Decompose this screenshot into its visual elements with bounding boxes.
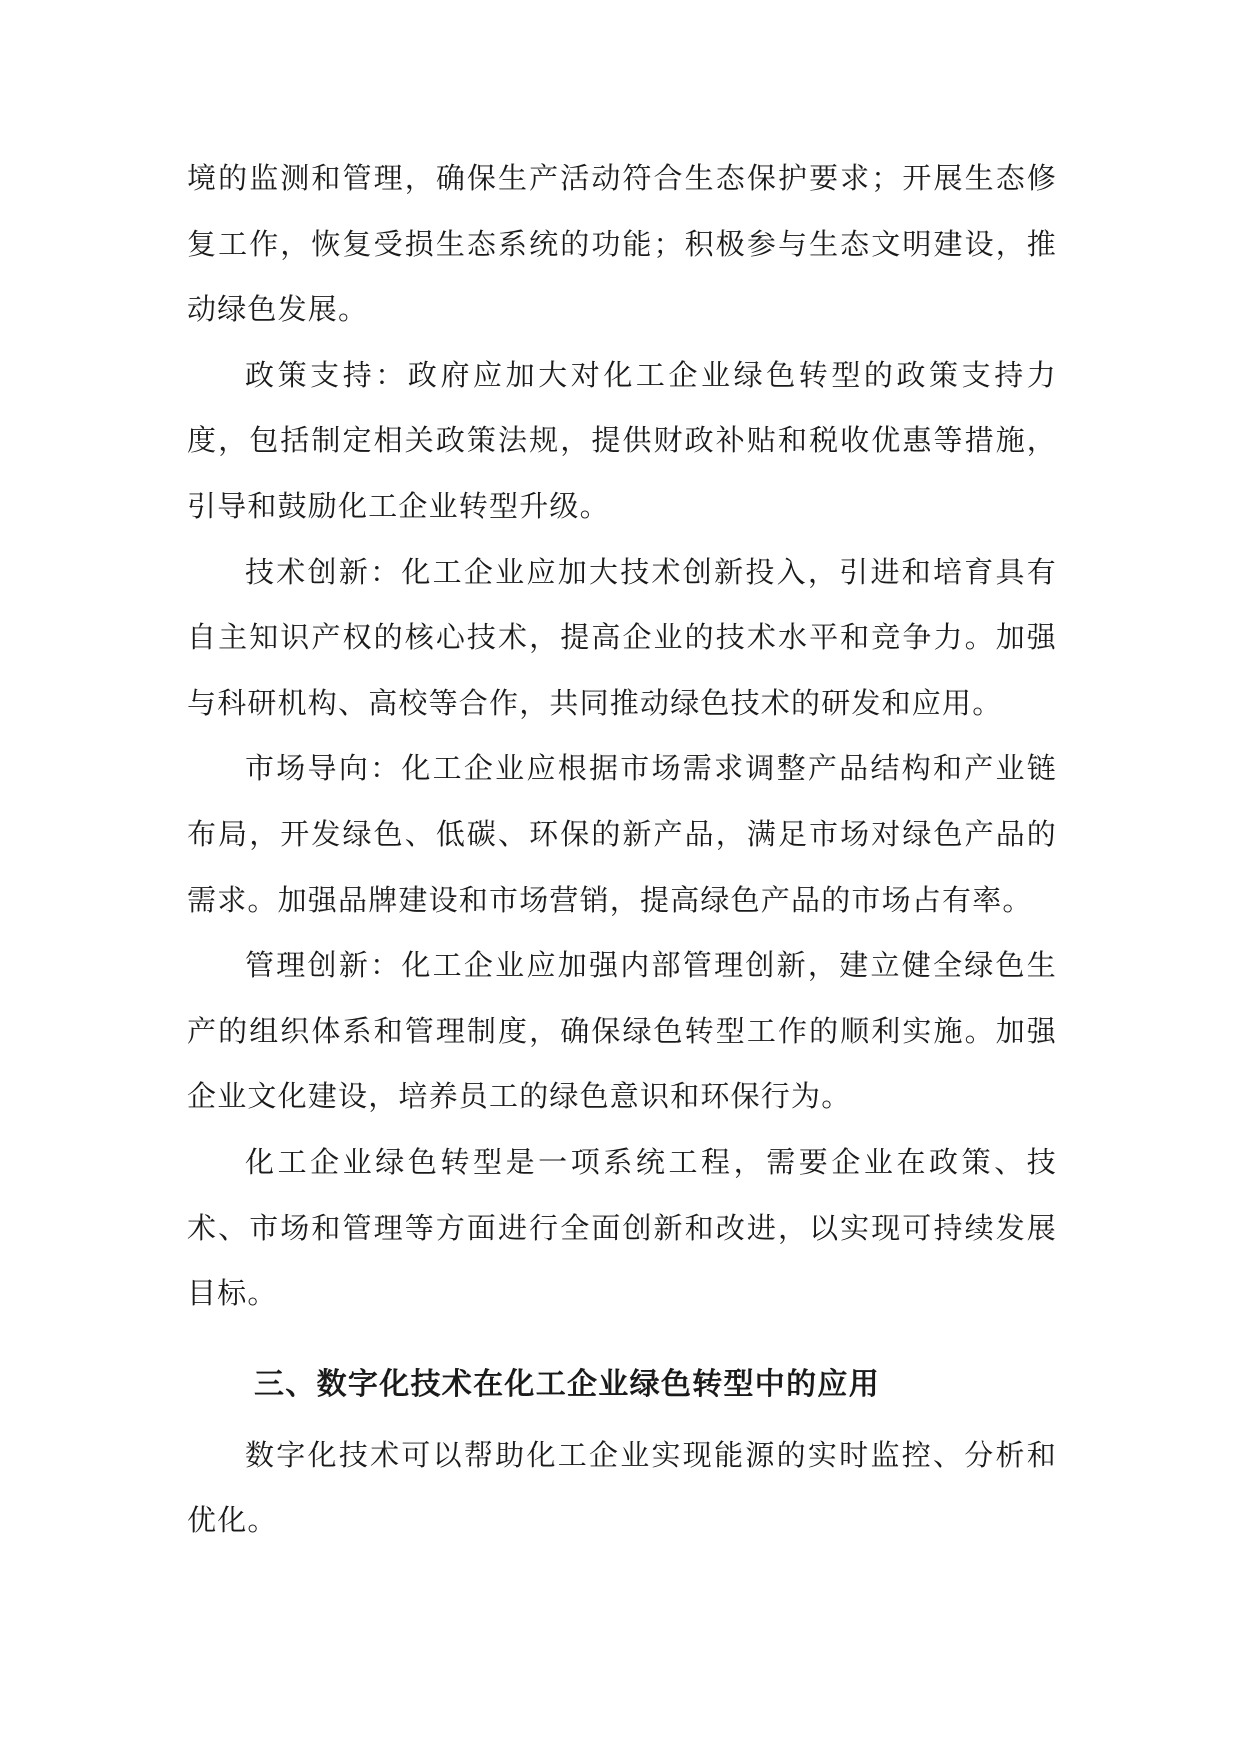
paragraph-digital-tech: 数字化技术可以帮助化工企业实现能源的实时监控、分析和优化。 (187, 1437, 1057, 1538)
paragraph-market-orientation: 市场导向：化工企业应根据市场需求调整产品结构和产业链布局，开发绿色、低碳、环保的新产品，满足市场对绿色产品的需求。加强品牌建设和市场营销，提高绿色产品的市场占有率。 (187, 751, 1057, 917)
paragraph-eco-continuation: 境的监测和管理，确保生产活动符合生态保护要求；开展生态修复工作，恢复受损生态系统的功能；积极参与生态文明建设，推动绿色发展。 (187, 161, 1057, 327)
section-heading: 三、数字化技术在化工企业绿色转型中的应用 (254, 1366, 880, 1402)
paragraph-policy-support: 政策支持：政府应加大对化工企业绿色转型的政策支持力度，包括制定相关政策法规，提供财政补贴和税收优惠等措施，引导和鼓励化工企业转型升级。 (187, 357, 1057, 523)
paragraph-summary: 化工企业绿色转型是一项系统工程，需要企业在政策、技术、市场和管理等方面进行全面创新和改进，以实现可持续发展目标。 (187, 1144, 1057, 1311)
paragraph-management-innovation: 管理创新：化工企业应加强内部管理创新，建立健全绿色生产的组织体系和管理制度，确保绿色转型工作的顺利实施。加强企业文化建设，培养员工的绿色意识和环保行为。 (187, 948, 1057, 1114)
page-body (187, 146, 1057, 1554)
paragraph-tech-innovation: 技术创新：化工企业应加大技术创新投入，引进和培育具有自主知识产权的核心技术，提高企业的技术水平和竞争力。加强与科研机构、高校等合作，共同推动绿色技术的研发和应用。 (187, 554, 1057, 720)
